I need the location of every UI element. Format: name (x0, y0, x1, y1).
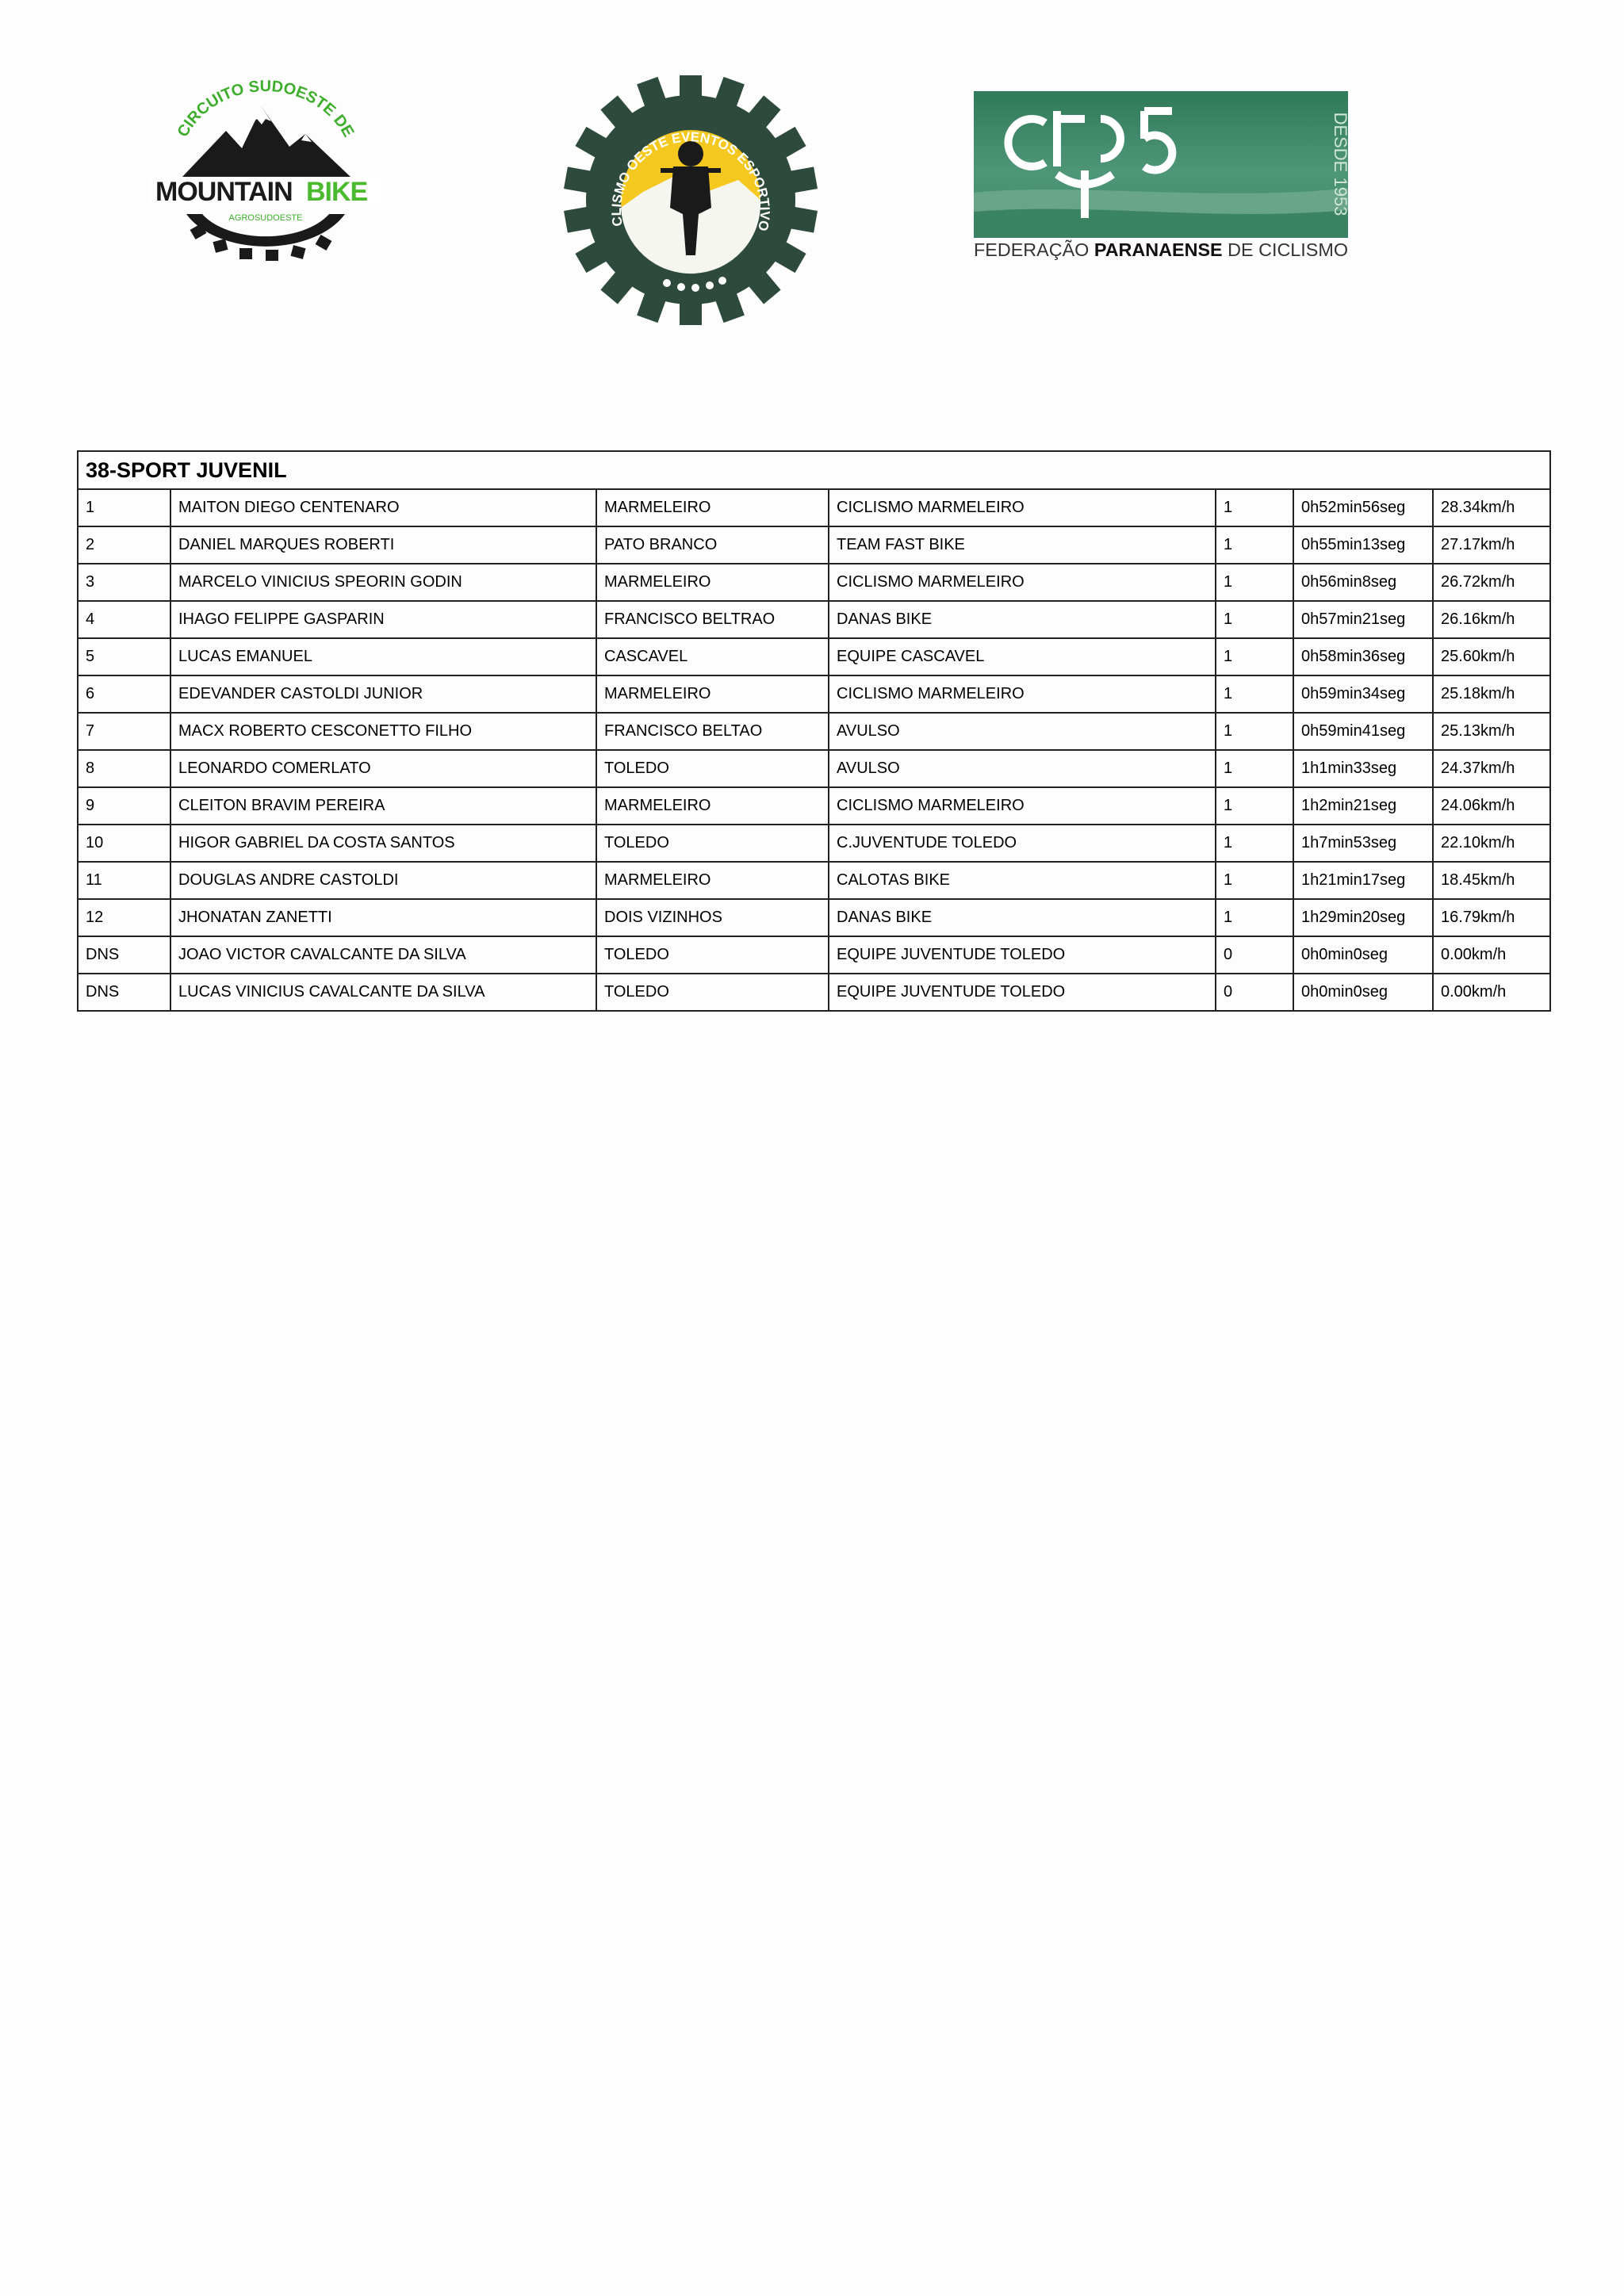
fpc-caption-post: DE CICLISMO (1222, 239, 1346, 260)
laps-cell: 1 (1216, 489, 1293, 526)
rider-name-cell: EDEVANDER CASTOLDI JUNIOR (170, 675, 596, 713)
city-cell: TOLEDO (596, 936, 829, 974)
speed-cell: 24.06km/h (1433, 787, 1550, 825)
oeste-arc-text: CLISMO OESTE EVENTOS ESPORTIVO (608, 129, 773, 232)
time-cell: 0h57min21seg (1293, 601, 1433, 638)
city-cell: FRANCISCO BELTAO (596, 713, 829, 750)
time-cell: 0h52min56seg (1293, 489, 1433, 526)
city-cell: FRANCISCO BELTRAO (596, 601, 829, 638)
time-cell: 1h7min53seg (1293, 825, 1433, 862)
speed-cell: 18.45km/h (1433, 862, 1550, 899)
speed-cell: 26.72km/h (1433, 564, 1550, 601)
city-cell: TOLEDO (596, 750, 829, 787)
laps-cell: 0 (1216, 974, 1293, 1011)
position-cell: 5 (78, 638, 170, 675)
position-cell: 2 (78, 526, 170, 564)
time-cell: 0h56min8seg (1293, 564, 1433, 601)
city-cell: TOLEDO (596, 825, 829, 862)
team-cell: EQUIPE CASCAVEL (829, 638, 1216, 675)
team-cell: AVULSO (829, 713, 1216, 750)
time-cell: 1h21min17seg (1293, 862, 1433, 899)
laps-cell: 1 (1216, 825, 1293, 862)
speed-cell: 25.13km/h (1433, 713, 1550, 750)
time-cell: 0h55min13seg (1293, 526, 1433, 564)
speed-cell: 27.17km/h (1433, 526, 1550, 564)
table-row (78, 526, 1550, 564)
position-cell: 11 (78, 862, 170, 899)
rider-name-cell: CLEITON BRAVIM PEREIRA (170, 787, 596, 825)
laps-cell: 1 (1216, 862, 1293, 899)
speed-cell: 28.34km/h (1433, 489, 1550, 526)
laps-cell: 1 (1216, 601, 1293, 638)
rider-name-cell: MARCELO VINICIUS SPEORIN GODIN (170, 564, 596, 601)
position-cell: 6 (78, 675, 170, 713)
team-cell: DANAS BIKE (829, 899, 1216, 936)
city-cell: PATO BRANCO (596, 526, 829, 564)
table-row (78, 825, 1550, 862)
city-cell: TOLEDO (596, 974, 829, 1011)
speed-cell: 25.18km/h (1433, 675, 1550, 713)
team-cell: EQUIPE JUVENTUDE TOLEDO (829, 936, 1216, 974)
position-cell: 12 (78, 899, 170, 936)
time-cell: 1h29min20seg (1293, 899, 1433, 936)
laps-cell: 1 (1216, 564, 1293, 601)
table-row (78, 750, 1550, 787)
city-cell: MARMELEIRO (596, 787, 829, 825)
circuito-word-mountain: MOUNTAIN (155, 177, 293, 207)
table-row (78, 564, 1550, 601)
svg-text:FEDERAÇÃO PARANAENSE DE CICLIS (974, 239, 1348, 260)
laps-cell: 1 (1216, 713, 1293, 750)
table-row (78, 713, 1550, 750)
laps-cell: 1 (1216, 899, 1293, 936)
laps-cell: 1 (1216, 675, 1293, 713)
team-cell: AVULSO (829, 750, 1216, 787)
table-row (78, 601, 1550, 638)
table-row (78, 489, 1550, 526)
laps-cell: 0 (1216, 936, 1293, 974)
team-cell: CICLISMO MARMELEIRO (829, 564, 1216, 601)
city-cell: CASCAVEL (596, 638, 829, 675)
circuito-arc-text: CIRCUITO SUDOESTE DE (174, 77, 358, 140)
position-cell: 1 (78, 489, 170, 526)
laps-cell: 1 (1216, 526, 1293, 564)
rider-name-cell: DOUGLAS ANDRE CASTOLDI (170, 862, 596, 899)
city-cell: MARMELEIRO (596, 564, 829, 601)
speed-cell: 22.10km/h (1433, 825, 1550, 862)
team-cell: TEAM FAST BIKE (829, 526, 1216, 564)
speed-cell: 0.00km/h (1433, 936, 1550, 974)
rider-name-cell: IHAGO FELIPPE GASPARIN (170, 601, 596, 638)
laps-cell: 1 (1216, 638, 1293, 675)
fpc-vertical-text: DESDE 1953 (1331, 112, 1350, 216)
team-cell: DANAS BIKE (829, 601, 1216, 638)
position-cell: 9 (78, 787, 170, 825)
team-cell: EQUIPE JUVENTUDE TOLEDO (829, 974, 1216, 1011)
rider-name-cell: LUCAS VINICIUS CAVALCANTE DA SILVA (170, 974, 596, 1011)
position-cell: DNS (78, 936, 170, 974)
speed-cell: 26.16km/h (1433, 601, 1550, 638)
team-cell: C.JUVENTUDE TOLEDO (829, 825, 1216, 862)
speed-cell: 0.00km/h (1433, 974, 1550, 1011)
laps-cell: 1 (1216, 750, 1293, 787)
table-row (78, 638, 1550, 675)
position-cell: 7 (78, 713, 170, 750)
position-cell: 3 (78, 564, 170, 601)
time-cell: 0h0min0seg (1293, 936, 1433, 974)
table-row (78, 974, 1550, 1011)
rider-name-cell: JOAO VICTOR CAVALCANTE DA SILVA (170, 936, 596, 974)
table-row (78, 787, 1550, 825)
position-cell: DNS (78, 974, 170, 1011)
category-title: 38-SPORT JUVENIL (78, 451, 1550, 489)
city-cell: MARMELEIRO (596, 675, 829, 713)
time-cell: 0h58min36seg (1293, 638, 1433, 675)
circuito-sub-text: AGROSUDOESTE (228, 213, 303, 223)
team-cell: CICLISMO MARMELEIRO (829, 675, 1216, 713)
time-cell: 1h1min33seg (1293, 750, 1433, 787)
category-title-row (78, 451, 1550, 489)
city-cell: MARMELEIRO (596, 862, 829, 899)
fpc-caption-pre: FEDERAÇÃO (974, 239, 1093, 260)
speed-cell: 25.60km/h (1433, 638, 1550, 675)
table-row (78, 936, 1550, 974)
time-cell: 0h59min34seg (1293, 675, 1433, 713)
time-cell: 0h0min0seg (1293, 974, 1433, 1011)
city-cell: DOIS VIZINHOS (596, 899, 829, 936)
fpc-caption-bold: PARANAENSE (1094, 239, 1221, 260)
table-row (78, 899, 1550, 936)
rider-name-cell: LEONARDO COMERLATO (170, 750, 596, 787)
position-cell: 10 (78, 825, 170, 862)
rider-name-cell: MAITON DIEGO CENTENARO (170, 489, 596, 526)
table-row (78, 675, 1550, 713)
laps-cell: 1 (1216, 787, 1293, 825)
team-cell: CALOTAS BIKE (829, 862, 1216, 899)
federacao-paranaense-logo (974, 91, 1348, 262)
rider-name-cell: JHONATAN ZANETTI (170, 899, 596, 936)
position-cell: 4 (78, 601, 170, 638)
results-table (77, 450, 1551, 1012)
team-cell: CICLISMO MARMELEIRO (829, 787, 1216, 825)
rider-name-cell: HIGOR GABRIEL DA COSTA SANTOS (170, 825, 596, 862)
circuito-word-bike: BIKE (306, 177, 368, 207)
time-cell: 0h59min41seg (1293, 713, 1433, 750)
table-row (78, 862, 1550, 899)
city-cell: MARMELEIRO (596, 489, 829, 526)
speed-cell: 16.79km/h (1433, 899, 1550, 936)
rider-name-cell: MACX ROBERTO CESCONETTO FILHO (170, 713, 596, 750)
time-cell: 1h2min21seg (1293, 787, 1433, 825)
circuito-mountain-bike-logo (151, 75, 381, 266)
team-cell: CICLISMO MARMELEIRO (829, 489, 1216, 526)
speed-cell: 24.37km/h (1433, 750, 1550, 787)
ciclismo-oeste-logo (563, 75, 818, 325)
rider-name-cell: DANIEL MARQUES ROBERTI (170, 526, 596, 564)
rider-name-cell: LUCAS EMANUEL (170, 638, 596, 675)
position-cell: 8 (78, 750, 170, 787)
